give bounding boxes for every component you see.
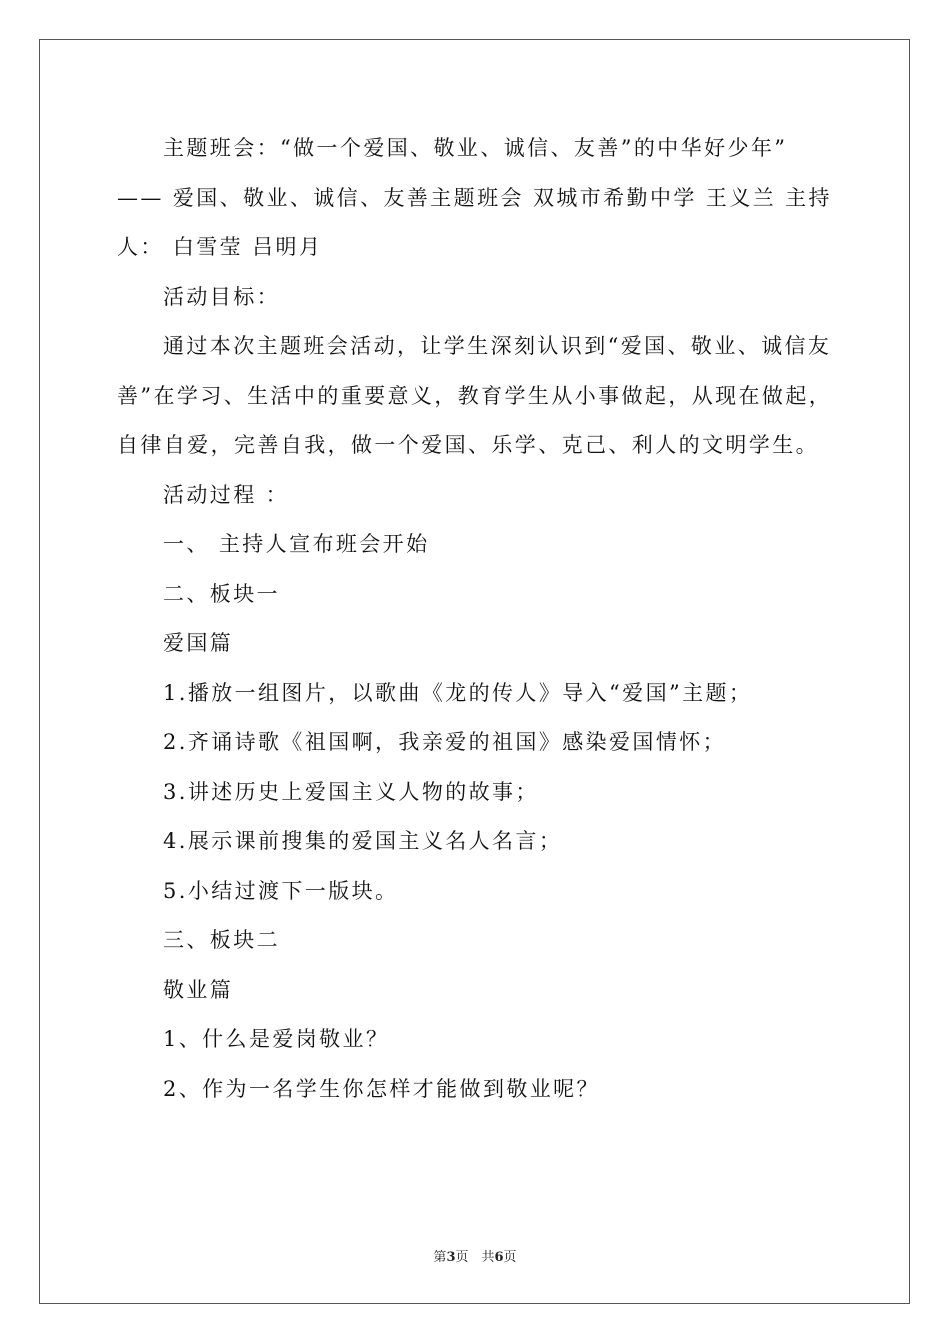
total-pages-number: 6 — [494, 1250, 504, 1265]
document-body — [117, 124, 833, 1114]
patriotism-heading: 爱国篇 — [163, 631, 234, 655]
step-three-heading: 三、板块二 — [163, 928, 280, 952]
title-paragraph: 主题班会：“做一个爱国、敬业、诚信、友善”的中华好少年” —— 爱国、敬业、诚信、友善主题班会 双城市希勤中学 王义兰 主持人： 白雪莹 吕明月 — [117, 136, 832, 259]
list-item: 3.讲述历史上爱国主义人物的故事； — [163, 779, 539, 804]
section-heading-process: 活动过程 ： — [163, 482, 290, 507]
page-number-suffix: 页 — [503, 1250, 517, 1265]
dedication-heading: 敬业篇 — [163, 977, 234, 1002]
list-item: 2.齐诵诗歌《祖国啊，我亲爱的祖国》感染爱国情怀； — [163, 730, 727, 754]
section-heading-goals: 活动目标： — [163, 284, 280, 309]
list-item: 1.播放一组图片，以歌曲《龙的传人》导入“爱国”主题； — [163, 680, 753, 705]
list-item: 2、作为一名学生你怎样才能做到敬业呢？ — [163, 1076, 600, 1101]
goals-paragraph: 通过本次主题班会活动，让学生深刻认识到“爱国、敬业、诚信友善”在学习、生活中的重要意义，教育学生从小事做起，从现在做起，自律自爱，完善自我，做一个爱国、乐学、克己、利人的文明学生。 — [117, 334, 833, 457]
page-number-prefix: 第 — [433, 1250, 447, 1265]
page-number-mid: 页 共 — [455, 1250, 495, 1265]
list-item: 1、什么是爱岗敬业？ — [163, 1027, 390, 1051]
current-page-number: 3 — [446, 1250, 456, 1265]
step-one: 一、 主持人宣布班会开始 — [163, 532, 430, 556]
step-two-heading: 二、板块一 — [163, 581, 280, 606]
list-item: 4.展示课前搜集的爱国主义名人名言； — [163, 829, 563, 853]
page-footer — [0, 1246, 950, 1265]
list-item: 5.小结过渡下一版块。 — [163, 878, 399, 903]
